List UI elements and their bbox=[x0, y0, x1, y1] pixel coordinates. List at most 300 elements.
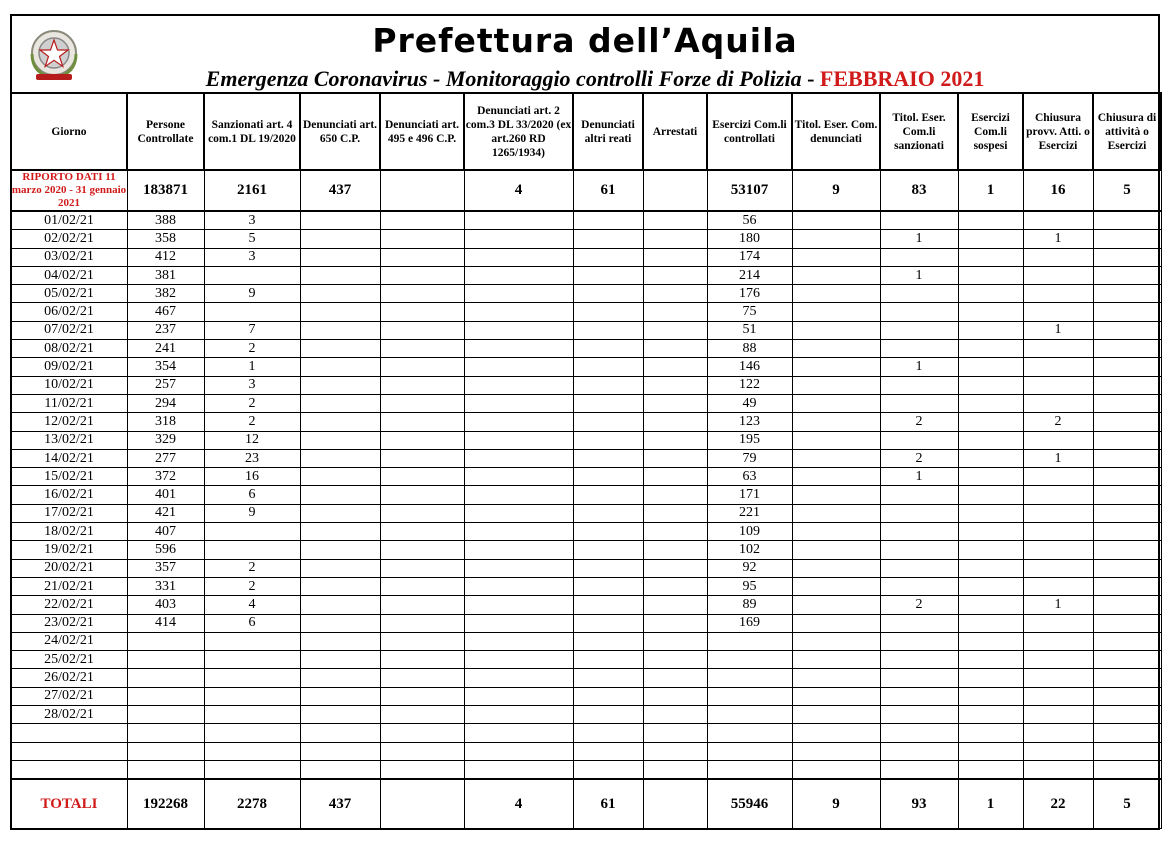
table-row bbox=[11, 376, 1161, 394]
date-cell: 12/02/21 bbox=[11, 413, 127, 431]
carryover-row bbox=[11, 170, 1161, 211]
table-cell bbox=[380, 523, 464, 541]
table-cell bbox=[300, 321, 380, 339]
table-cell: 56 bbox=[707, 211, 792, 230]
table-cell bbox=[707, 742, 792, 760]
table-cell bbox=[300, 632, 380, 650]
table-cell bbox=[300, 230, 380, 248]
table-cell bbox=[643, 321, 707, 339]
table-cell bbox=[380, 230, 464, 248]
table-cell bbox=[880, 394, 958, 412]
table-cell bbox=[573, 614, 643, 632]
table-cell: 3 bbox=[204, 376, 300, 394]
table-cell bbox=[643, 431, 707, 449]
table-cell: 92 bbox=[707, 559, 792, 577]
table-cell bbox=[464, 541, 573, 559]
table-cell bbox=[300, 248, 380, 266]
table-cell bbox=[573, 394, 643, 412]
table-cell bbox=[643, 687, 707, 705]
table-row bbox=[11, 394, 1161, 412]
table-cell bbox=[792, 577, 880, 595]
date-cell: 20/02/21 bbox=[11, 559, 127, 577]
table-cell bbox=[792, 211, 880, 230]
table-cell: 1 bbox=[1023, 449, 1093, 467]
date-cell: 10/02/21 bbox=[11, 376, 127, 394]
table-cell bbox=[300, 340, 380, 358]
table-cell: 2 bbox=[1023, 413, 1093, 431]
table-cell: 2161 bbox=[204, 170, 300, 211]
table-cell bbox=[1023, 376, 1093, 394]
table-header-row bbox=[11, 93, 1161, 170]
table-cell: 9 bbox=[792, 170, 880, 211]
table-cell bbox=[1093, 687, 1161, 705]
column-header: Denunciati art. 650 C.P. bbox=[300, 93, 380, 170]
table-cell bbox=[380, 596, 464, 614]
table-cell bbox=[958, 706, 1023, 724]
table-cell bbox=[792, 541, 880, 559]
table-cell: 3 bbox=[204, 211, 300, 230]
table-cell bbox=[380, 742, 464, 760]
column-header: Persone Controllate bbox=[127, 93, 204, 170]
table-row bbox=[11, 706, 1161, 724]
table-cell: 2 bbox=[880, 596, 958, 614]
date-cell: 17/02/21 bbox=[11, 504, 127, 522]
table-cell bbox=[792, 651, 880, 669]
table-cell bbox=[1023, 211, 1093, 230]
table-cell bbox=[1093, 321, 1161, 339]
table-cell bbox=[464, 321, 573, 339]
table-cell bbox=[1023, 724, 1093, 742]
date-cell: 26/02/21 bbox=[11, 669, 127, 687]
table-cell: 146 bbox=[707, 358, 792, 376]
table-cell: 237 bbox=[127, 321, 204, 339]
table-cell bbox=[707, 724, 792, 742]
table-cell: 407 bbox=[127, 523, 204, 541]
table-cell: 2278 bbox=[204, 779, 300, 829]
table-cell bbox=[1093, 651, 1161, 669]
subtitle-text: Emergenza Coronavirus - Monitoraggio controlli Forze di Polizia bbox=[205, 66, 802, 91]
table-cell bbox=[300, 394, 380, 412]
date-cell: 23/02/21 bbox=[11, 614, 127, 632]
table-cell bbox=[573, 211, 643, 230]
table-row bbox=[11, 669, 1161, 687]
table-cell bbox=[643, 211, 707, 230]
row-label: RIPORTO DATI 11 marzo 2020 - 31 gennaio 2021 bbox=[11, 171, 127, 209]
table-cell: 95 bbox=[707, 577, 792, 595]
table-cell bbox=[792, 742, 880, 760]
table-cell bbox=[380, 431, 464, 449]
table-cell bbox=[958, 303, 1023, 321]
table-cell bbox=[573, 266, 643, 284]
table-cell: 6 bbox=[204, 614, 300, 632]
table-cell bbox=[880, 724, 958, 742]
table-cell bbox=[300, 358, 380, 376]
table-row bbox=[11, 541, 1161, 559]
table-cell bbox=[300, 687, 380, 705]
table-cell bbox=[1093, 248, 1161, 266]
table-cell bbox=[643, 449, 707, 467]
table-cell bbox=[1023, 760, 1093, 779]
table-cell: 4 bbox=[204, 596, 300, 614]
column-header: Titol. Eser. Com.li sanzionati bbox=[880, 93, 958, 170]
date-cell: 08/02/21 bbox=[11, 340, 127, 358]
table-cell bbox=[1093, 303, 1161, 321]
table-cell bbox=[1093, 230, 1161, 248]
table-cell bbox=[792, 248, 880, 266]
table-cell: 55946 bbox=[707, 779, 792, 829]
table-cell: 382 bbox=[127, 285, 204, 303]
table-cell bbox=[464, 577, 573, 595]
table-cell bbox=[300, 760, 380, 779]
table-cell bbox=[880, 760, 958, 779]
table-cell bbox=[792, 413, 880, 431]
table-cell bbox=[880, 651, 958, 669]
table-cell: 5 bbox=[204, 230, 300, 248]
table-cell: 437 bbox=[300, 170, 380, 211]
table-cell bbox=[880, 340, 958, 358]
table-cell bbox=[1023, 614, 1093, 632]
table-cell bbox=[573, 687, 643, 705]
table-cell bbox=[300, 486, 380, 504]
table-cell bbox=[127, 760, 204, 779]
table-cell bbox=[707, 687, 792, 705]
table-cell bbox=[573, 724, 643, 742]
table-cell bbox=[1093, 632, 1161, 650]
table-cell bbox=[573, 248, 643, 266]
table-cell bbox=[204, 651, 300, 669]
table-cell bbox=[573, 632, 643, 650]
table-cell bbox=[1093, 724, 1161, 742]
date-cell: 15/02/21 bbox=[11, 468, 127, 486]
table-cell: 421 bbox=[127, 504, 204, 522]
table-cell bbox=[573, 413, 643, 431]
table-cell: 1 bbox=[204, 358, 300, 376]
table-cell bbox=[1023, 394, 1093, 412]
table-cell bbox=[573, 669, 643, 687]
table-cell bbox=[643, 523, 707, 541]
table-cell: 357 bbox=[127, 559, 204, 577]
table-cell: 61 bbox=[573, 170, 643, 211]
table-row bbox=[11, 230, 1161, 248]
table-cell bbox=[643, 230, 707, 248]
table-cell bbox=[204, 669, 300, 687]
table-row bbox=[11, 486, 1161, 504]
table-cell: 1 bbox=[1023, 230, 1093, 248]
table-cell bbox=[300, 413, 380, 431]
table-cell bbox=[1093, 211, 1161, 230]
table-cell bbox=[958, 577, 1023, 595]
table-cell: 183871 bbox=[127, 170, 204, 211]
table-cell bbox=[880, 687, 958, 705]
table-cell bbox=[1093, 742, 1161, 760]
table-cell bbox=[380, 504, 464, 522]
table-cell bbox=[1023, 504, 1093, 522]
table-cell bbox=[643, 742, 707, 760]
table-cell bbox=[792, 632, 880, 650]
table-cell bbox=[1023, 358, 1093, 376]
table-cell: 354 bbox=[127, 358, 204, 376]
table-cell bbox=[880, 211, 958, 230]
date-cell: 24/02/21 bbox=[11, 632, 127, 650]
table-cell: 16 bbox=[1023, 170, 1093, 211]
table-cell: 7 bbox=[204, 321, 300, 339]
table-cell bbox=[1023, 632, 1093, 650]
table-cell bbox=[792, 760, 880, 779]
table-cell bbox=[643, 724, 707, 742]
table-cell bbox=[643, 358, 707, 376]
table-cell: 596 bbox=[127, 541, 204, 559]
table-cell: 1 bbox=[1023, 321, 1093, 339]
table-cell bbox=[1023, 577, 1093, 595]
table-cell bbox=[300, 285, 380, 303]
table-cell bbox=[380, 614, 464, 632]
table-cell: 9 bbox=[204, 504, 300, 522]
table-cell bbox=[792, 321, 880, 339]
table-cell bbox=[300, 303, 380, 321]
table-cell bbox=[958, 358, 1023, 376]
table-cell bbox=[643, 779, 707, 829]
table-cell bbox=[1023, 468, 1093, 486]
table-cell bbox=[573, 303, 643, 321]
table-cell bbox=[880, 504, 958, 522]
table-cell bbox=[464, 651, 573, 669]
table-cell bbox=[1023, 431, 1093, 449]
table-cell bbox=[707, 669, 792, 687]
table-cell bbox=[958, 614, 1023, 632]
table-row bbox=[11, 358, 1161, 376]
table-body bbox=[11, 170, 1161, 829]
table-cell: 9 bbox=[792, 779, 880, 829]
table-row bbox=[11, 431, 1161, 449]
table-cell bbox=[380, 669, 464, 687]
table-cell bbox=[380, 413, 464, 431]
table-cell bbox=[707, 651, 792, 669]
table-cell bbox=[127, 651, 204, 669]
column-header: Denunciati art. 2 com.3 DL 33/2020 (ex art.260 RD 1265/1934) bbox=[464, 93, 573, 170]
table-cell bbox=[380, 248, 464, 266]
table-cell bbox=[380, 724, 464, 742]
date-cell bbox=[11, 760, 127, 779]
table-row bbox=[11, 632, 1161, 650]
table-cell: 109 bbox=[707, 523, 792, 541]
table-cell bbox=[464, 742, 573, 760]
table-cell bbox=[464, 559, 573, 577]
table-cell bbox=[1093, 285, 1161, 303]
table-cell bbox=[958, 211, 1023, 230]
table-cell bbox=[300, 449, 380, 467]
table-cell bbox=[380, 651, 464, 669]
table-cell bbox=[792, 230, 880, 248]
table-cell bbox=[464, 376, 573, 394]
table-cell bbox=[958, 376, 1023, 394]
table-cell bbox=[792, 394, 880, 412]
table-cell bbox=[958, 687, 1023, 705]
table-cell: 294 bbox=[127, 394, 204, 412]
table-cell bbox=[380, 266, 464, 284]
table-cell bbox=[958, 394, 1023, 412]
table-cell: 221 bbox=[707, 504, 792, 522]
table-row bbox=[11, 760, 1161, 779]
table-cell bbox=[958, 266, 1023, 284]
table-cell: 12 bbox=[204, 431, 300, 449]
table-cell bbox=[464, 394, 573, 412]
table-cell: 51 bbox=[707, 321, 792, 339]
table-cell bbox=[300, 541, 380, 559]
table-cell bbox=[300, 266, 380, 284]
table-row bbox=[11, 449, 1161, 467]
table-cell bbox=[464, 449, 573, 467]
table-cell bbox=[643, 577, 707, 595]
table-cell bbox=[643, 170, 707, 211]
table-cell: 401 bbox=[127, 486, 204, 504]
table-cell bbox=[880, 541, 958, 559]
table-cell bbox=[573, 468, 643, 486]
table-cell: 2 bbox=[880, 449, 958, 467]
date-cell: 05/02/21 bbox=[11, 285, 127, 303]
table-cell: 403 bbox=[127, 596, 204, 614]
table-cell bbox=[1093, 706, 1161, 724]
table-cell bbox=[464, 358, 573, 376]
table-cell bbox=[573, 596, 643, 614]
table-cell bbox=[792, 376, 880, 394]
table-cell bbox=[464, 760, 573, 779]
date-cell: 28/02/21 bbox=[11, 706, 127, 724]
table-cell bbox=[643, 394, 707, 412]
table-cell: 414 bbox=[127, 614, 204, 632]
table-cell bbox=[958, 632, 1023, 650]
table-cell: 122 bbox=[707, 376, 792, 394]
report-month: FEBBRAIO 2021 bbox=[819, 66, 985, 91]
table-cell bbox=[707, 632, 792, 650]
table-cell bbox=[464, 724, 573, 742]
table-cell bbox=[643, 413, 707, 431]
table-cell bbox=[792, 431, 880, 449]
table-cell bbox=[880, 577, 958, 595]
table-cell bbox=[792, 358, 880, 376]
table-cell bbox=[792, 669, 880, 687]
table-cell bbox=[643, 596, 707, 614]
table-cell bbox=[464, 413, 573, 431]
totals-row bbox=[11, 779, 1161, 829]
table-cell bbox=[880, 559, 958, 577]
table-cell bbox=[958, 523, 1023, 541]
table-cell bbox=[643, 614, 707, 632]
table-cell bbox=[380, 358, 464, 376]
table-cell bbox=[204, 266, 300, 284]
date-cell: 25/02/21 bbox=[11, 651, 127, 669]
table-row bbox=[11, 211, 1161, 230]
table-cell bbox=[573, 230, 643, 248]
table-cell: 2 bbox=[204, 394, 300, 412]
table-cell bbox=[300, 596, 380, 614]
table-cell bbox=[1093, 760, 1161, 779]
table-row bbox=[11, 468, 1161, 486]
table-cell bbox=[1093, 266, 1161, 284]
table-cell bbox=[204, 742, 300, 760]
table-cell bbox=[1023, 669, 1093, 687]
table-cell bbox=[204, 632, 300, 650]
table-cell: 1 bbox=[958, 170, 1023, 211]
table-cell bbox=[1093, 523, 1161, 541]
table-cell bbox=[1093, 486, 1161, 504]
table-cell bbox=[958, 248, 1023, 266]
table-cell: 79 bbox=[707, 449, 792, 467]
date-cell: 21/02/21 bbox=[11, 577, 127, 595]
table-cell bbox=[300, 706, 380, 724]
table-cell bbox=[958, 230, 1023, 248]
table-cell bbox=[204, 541, 300, 559]
table-cell bbox=[1023, 523, 1093, 541]
column-header: Arrestati bbox=[643, 93, 707, 170]
table-cell bbox=[300, 468, 380, 486]
table-cell bbox=[127, 687, 204, 705]
table-cell bbox=[573, 559, 643, 577]
table-cell bbox=[380, 170, 464, 211]
date-cell bbox=[11, 724, 127, 742]
table-cell bbox=[464, 596, 573, 614]
table-cell: 22 bbox=[1023, 779, 1093, 829]
table-cell bbox=[464, 486, 573, 504]
table-cell bbox=[573, 742, 643, 760]
table-cell bbox=[1093, 468, 1161, 486]
table-cell: 180 bbox=[707, 230, 792, 248]
table-cell bbox=[643, 504, 707, 522]
table-cell bbox=[1023, 285, 1093, 303]
table-cell bbox=[204, 687, 300, 705]
table-cell bbox=[643, 486, 707, 504]
table-cell bbox=[792, 559, 880, 577]
table-cell bbox=[380, 468, 464, 486]
table-cell bbox=[792, 687, 880, 705]
table-cell bbox=[464, 468, 573, 486]
table-cell: 372 bbox=[127, 468, 204, 486]
table-cell: 214 bbox=[707, 266, 792, 284]
table-cell bbox=[1023, 651, 1093, 669]
table-cell bbox=[573, 541, 643, 559]
table-cell bbox=[380, 632, 464, 650]
table-cell bbox=[958, 760, 1023, 779]
date-cell: 18/02/21 bbox=[11, 523, 127, 541]
column-header: Chiusura provv. Atti. o Esercizi bbox=[1023, 93, 1093, 170]
table-cell bbox=[300, 669, 380, 687]
table-cell: 123 bbox=[707, 413, 792, 431]
table-cell bbox=[464, 687, 573, 705]
table-cell bbox=[792, 449, 880, 467]
table-cell: 174 bbox=[707, 248, 792, 266]
table-cell bbox=[643, 760, 707, 779]
date-cell: 09/02/21 bbox=[11, 358, 127, 376]
table-cell bbox=[792, 706, 880, 724]
table-row bbox=[11, 724, 1161, 742]
table-cell bbox=[380, 211, 464, 230]
table-cell bbox=[958, 559, 1023, 577]
table-cell: 171 bbox=[707, 486, 792, 504]
table-cell: 2 bbox=[204, 413, 300, 431]
table-cell bbox=[1093, 394, 1161, 412]
table-cell: 331 bbox=[127, 577, 204, 595]
table-cell bbox=[380, 577, 464, 595]
table-cell: 1 bbox=[958, 779, 1023, 829]
table-row bbox=[11, 248, 1161, 266]
table-cell bbox=[1023, 303, 1093, 321]
table-cell bbox=[573, 577, 643, 595]
date-cell: 22/02/21 bbox=[11, 596, 127, 614]
table-cell bbox=[464, 706, 573, 724]
table-cell bbox=[204, 523, 300, 541]
table-cell bbox=[464, 340, 573, 358]
table-cell bbox=[573, 431, 643, 449]
table-row bbox=[11, 596, 1161, 614]
